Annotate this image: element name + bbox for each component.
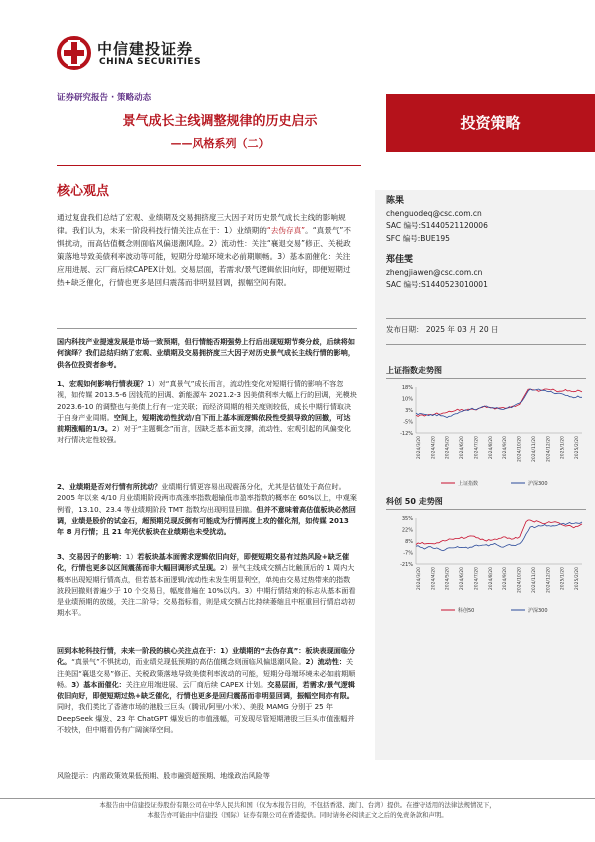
company-logo — [57, 36, 217, 70]
legend-label: 沪深300 — [528, 608, 548, 614]
header-divider — [57, 165, 361, 166]
x-tick-label: 2024/9/20 — [503, 436, 509, 460]
analyst-1 — [386, 195, 586, 245]
outlook-text: “真景气”不惧扰动，而业绩兑现低预期的高估值概念则面临风偏退潮风险。 — [71, 657, 306, 667]
chart-title: 科创 50 走势图 — [386, 497, 443, 506]
y-tick-label: 22% — [401, 527, 413, 534]
x-tick-label: 2024/12/20 — [546, 436, 552, 462]
series-line — [416, 522, 582, 551]
outlook-text: 同时，我们类比了香港市场的港股三巨头（腾讯/阿里/小米）、美股 MAMG 分别于 25 年 DeepSeek 爆发、23 年 ChatGPT 爆发后的市值涨幅，可发现尽管短期港股三巨头市值涨幅并不较快，但中期看仍有广阔演绎空间。 — [57, 702, 355, 735]
logo-mark-icon — [57, 36, 91, 70]
x-tick-label: 2024/6/20 — [460, 567, 466, 591]
x-tick-label: 2024/11/20 — [531, 567, 537, 593]
x-tick-label: 2024/4/20 — [431, 436, 437, 460]
section-heading: 3、交易因子的影响： — [57, 552, 126, 561]
summary-text: 通过复盘我们总结了宏观、业绩期及交易拥挤度三大因子对历史景气成长主线的影响规律。我们认为，未来一阶段科技行情关注点在于：1）业绩期的 — [57, 213, 346, 235]
y-tick-label: 8% — [405, 539, 413, 545]
core-heading: 核心观点 — [57, 184, 110, 199]
lede-paragraph: 国内科技产业提速发展是市场一致预期，但行情能否期强势上行后出现短期节奏分歧，后续将如何演绎？我们总结归纳了宏观、业绩期及交易拥挤度三大因子对历史景气成长主线行情的影响，供各位投资者参考。 — [57, 337, 355, 369]
legend-label: 沪深300 — [528, 481, 548, 487]
section-bold: 但并不意味着高估值板块必然回调，业绩是股价的试金石，超预期兑现反倒有可能成为行情再度上攻的催化剂，如传媒 2013 年 8 月行情；且 21 年光伏板块在业绩期也未受扰动。 — [57, 504, 356, 537]
legend-label: 科创50 — [458, 608, 475, 614]
analyst-2 — [386, 254, 586, 292]
x-tick-label: 2024/4/20 — [431, 567, 437, 591]
x-tick-label: 2024/10/20 — [517, 436, 523, 462]
y-tick-label: -7% — [403, 550, 413, 557]
section-2 — [57, 481, 357, 537]
report-category: 证券研究报告 · 策略动态 — [57, 93, 152, 103]
publish-date: 发布日期： 2025 年 03 月 20 日 — [386, 325, 499, 334]
x-tick-label: 2025/2/20 — [575, 567, 580, 591]
logo-cn-text: 中信建投证券 — [97, 40, 194, 58]
analyst-name: 陈果 — [386, 196, 405, 206]
x-tick-label: 2024/11/20 — [531, 436, 537, 462]
x-tick-label: 2024/8/20 — [488, 567, 494, 591]
sidebar-divider — [386, 344, 586, 345]
section-text: 业绩期行情更容易出现震荡分化，尤其是估值处于高位时。2005 年以来 4/10 月业绩期阶段两市高涨率指数超输低市盈率指数的概率在 60%以上，中观案例看，13.10、23.4 等业绩期阶段 TMT 指数均出现明显回撤。 — [57, 482, 357, 514]
outlook-bold: 交易层面，若需求/景气逻辑依旧向好，即便短期过热+缺乏催化，行情也更多是回归震荡而非明显回调，振幅空间亦有限。 — [57, 679, 355, 701]
outlook-text: 关注应用端进展、云厂商后续 CAPEX 计划。 — [125, 679, 268, 689]
x-tick-label: 2024/5/20 — [445, 436, 451, 460]
x-tick-label: 2024/9/20 — [503, 567, 509, 591]
core-summary — [57, 211, 357, 289]
x-tick-label: 2024/6/20 — [460, 436, 466, 460]
chart-star50 — [386, 512, 586, 616]
section-3 — [57, 551, 357, 619]
chart-divider — [386, 509, 586, 510]
analyst-name: 郑佳雯 — [386, 255, 414, 265]
outlook-lead: 回到本轮科技行情，未来一阶段的核心关注点在于：1）业绩期的“去伪存真”：板块表现面临分化。 — [57, 646, 356, 667]
x-tick-label: 2025/2/20 — [575, 436, 580, 460]
footer-line-1: 本报告由中信建投证券股份有限公司在中华人民共和国（仅为本报告目的，不包括香港、澳门、台湾）提供。在遵守适用的法律法规情况下， — [99, 801, 496, 809]
chart-divider — [386, 378, 586, 379]
outlook-paragraph — [57, 645, 357, 735]
outlook-bold: 3）基本面催化： — [71, 679, 126, 689]
page-title: 景气成长主线调整规律的历史启示 — [122, 114, 318, 129]
section-text: 2）景气主线成交额占比触顶后的 1 周内大概率出现短期行情高点，但若基本面逻辑/流动性未发生明显利空，单纯由交易过热带来的指数波段回撤则普遍少于 10 个交易日，幅度普遍在 10%以内。3）中期行情结束的标志从基本面看是业绩预期的放缓，关注二阶导；交易指标看，则是成交额占比持续萎缩且中枢重回行情启动初期水平。 — [57, 563, 356, 618]
x-tick-label: 2025/1/20 — [560, 436, 566, 460]
x-tick-label: 2024/7/20 — [474, 436, 480, 460]
y-tick-label: 3% — [405, 408, 413, 414]
x-tick-label: 2025/1/20 — [560, 567, 566, 591]
x-tick-label: 2024/8/20 — [488, 436, 494, 460]
section-bold: 空间上，短期流动性扰动/自下而上基本面逻辑依段性受损导致的回撤，可达前期涨幅的1/3。 — [57, 412, 351, 434]
section-banner — [386, 94, 595, 152]
logo-en-text: CHINA SECURITIES — [99, 57, 202, 67]
y-tick-label: 18% — [401, 385, 413, 391]
banner-label: 投资策略 — [460, 114, 521, 132]
section-text: 1）对“真景气”成长而言，流动性变化对短期行情的影响不容忽视，如传媒 2013.5-6 因钱荒的回调、新能源车 2021.2-3 因美债利率大幅上行的回调，光模块 2023.6-10 的调整也与美债上行有一定关联；而经济周期的相关度则较低，成长中期行情取决于自身产业周期。 — [57, 379, 357, 422]
footer-disclaimer — [0, 800, 595, 820]
x-tick-label: 2024/3/20 — [417, 436, 422, 460]
summary-text: 。“真景气”不惧扰动，而高估值概念则面临风偏退潮风险。2）流动性：关注“襄退交易”修正、关税政策落地导致美债利率波动等可能，短期分母端环境未必前期顺畅。3）基本面催化：关注应用进展、云厂商后续CAPEX计划。交易层面，若需求/景气逻辑依旧向好，即便短期过热+缺乏催化，行情也更多是回归震荡而非明显回调，振幅空间有限。 — [57, 226, 351, 287]
y-tick-label: -21% — [400, 562, 413, 568]
y-tick-label: 35% — [401, 516, 413, 522]
outlook-text: 关注美国“襄退交易”修正、关税政策落地导致美债利率波动的可能，短期分母端环境未必如前期顺畅。 — [57, 657, 356, 689]
section-heading: 1、宏观如何影响行情表现？ — [57, 379, 148, 388]
x-tick-label: 2024/5/20 — [445, 567, 451, 591]
summary-highlight: “去伪存真” — [266, 226, 306, 235]
footer-divider — [0, 798, 595, 799]
x-tick-label: 2024/3/20 — [417, 567, 422, 591]
x-tick-label: 2024/7/20 — [474, 567, 480, 591]
series-line — [416, 389, 582, 418]
analyst-email[interactable]: chenguodeq@csc.com.cn — [386, 208, 482, 218]
analyst-sfc: SFC 编号:BUE195 — [386, 233, 450, 243]
summary-divider — [57, 328, 357, 329]
y-tick-label: 10% — [401, 396, 413, 403]
section-text: 1） — [125, 552, 138, 561]
x-tick-label: 2024/12/20 — [546, 567, 552, 593]
chart-title: 上证指数走势图 — [386, 366, 442, 375]
page-subtitle: ——风格系列（二） — [170, 137, 270, 150]
sidebar-divider — [386, 318, 586, 319]
legend-label: 上证指数 — [458, 481, 479, 487]
chart-shanghai — [386, 381, 586, 489]
analyst-email[interactable]: zhengjiawen@csc.com.cn — [386, 267, 483, 277]
series-line — [416, 520, 582, 545]
section-heading: 2、业绩期是否对行情有所扰动？ — [57, 482, 162, 491]
outlook-bold: 2）流动性： — [305, 657, 346, 667]
section-bold: 若板块基本面需求逻辑依旧向好，即便短期交易有过热风险+缺乏催化，行情也更多以区间震荡而非大幅回调形式呈现。 — [57, 552, 350, 573]
y-tick-label: -5% — [403, 419, 413, 426]
section-text: 2）对于“主题概念”而言，因缺乏基本面支撑，流动性、宏观引起的风偏变化对行情决定性较强。 — [57, 424, 351, 445]
analyst-sac: SAC 编号:S1440523010001 — [386, 280, 488, 289]
x-tick-label: 2024/10/20 — [517, 567, 523, 593]
y-tick-label: -12% — [400, 431, 413, 437]
footer-line-2: 本报告亦可能由中信建投（国际）证券有限公司在香港提供。同时请务必阅读正文之后的免责条款和声明。 — [147, 811, 448, 819]
analyst-sac: SAC 编号:S1440521120006 — [386, 221, 488, 230]
risk-note: 风险提示：内需政策效果低预期、股市融资超预期、地缘政治风险等 — [57, 771, 270, 780]
section-1 — [57, 378, 357, 446]
